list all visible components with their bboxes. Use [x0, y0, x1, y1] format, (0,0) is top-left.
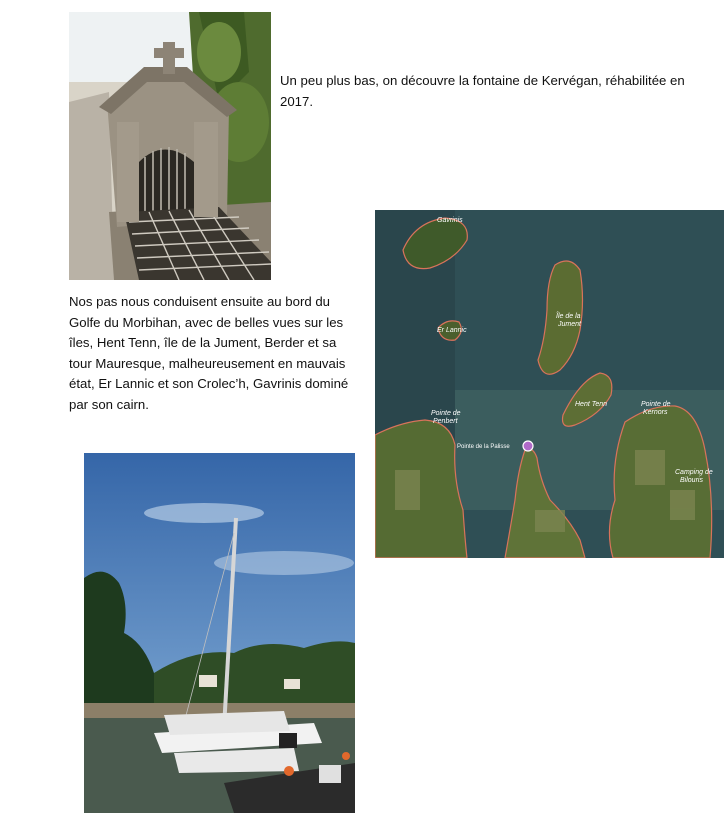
label-camping-1: Camping de: [675, 469, 713, 476]
satellite-map: [375, 210, 724, 558]
boat-photo: [84, 453, 355, 813]
label-hent-tenn: Hent Tenn: [575, 401, 608, 408]
boat-illustration: [84, 453, 355, 813]
label-ile-jument-1: Île de la: [556, 313, 581, 320]
label-pointe-kernors-2: Kernors: [643, 409, 668, 416]
label-pointe-palisse: Pointe de la Palisse: [457, 444, 510, 450]
label-gavrinis: Gavrinis: [437, 217, 463, 224]
fountain-photo: [69, 12, 271, 280]
label-pointe-kernors-1: Pointe de: [641, 401, 671, 408]
label-ile-jument-2: Jument: [558, 321, 581, 328]
label-er-lannic: Er Lannic: [437, 327, 467, 334]
label-pointe-penbert-2: Penbert: [433, 418, 458, 425]
location-pin-icon: [523, 441, 533, 451]
map-illustration: [375, 210, 724, 558]
fountain-illustration: [69, 12, 271, 280]
label-camping-2: Bilouris: [680, 477, 703, 484]
label-pointe-penbert-1: Pointe de: [431, 410, 461, 417]
walk-paragraph: Nos pas nous conduisent ensuite au bord du Golfe du Morbihan, avec de belles vues sur les îles, Hent Tenn, île de la Jument, Berder et sa tour Mauresque, malheureusement en mauvais état, Er Lannic et son Crolec’h, Gavrinis dominé par son cairn.: [69, 294, 349, 412]
fountain-caption: Un peu plus bas, on découvre la fontaine de Kervégan, réhabilitée en 2017.: [280, 73, 685, 109]
